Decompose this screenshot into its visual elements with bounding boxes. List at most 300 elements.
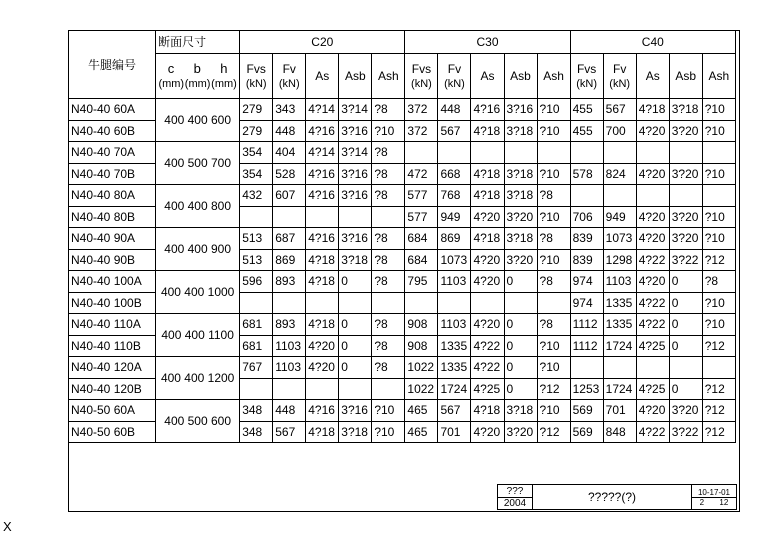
c40-fv-cell <box>603 185 636 207</box>
c20-ash-cell: ?8 <box>372 271 405 293</box>
subheader-label: As <box>480 69 495 83</box>
c30-ash-cell: ?12 <box>537 421 570 443</box>
c40-as-cell: 4?18 <box>636 99 669 121</box>
corbel-code: N40-40 60A <box>69 99 156 121</box>
c20-ash-cell: ?10 <box>372 421 405 443</box>
section-dimensions: 400 400 800 <box>156 185 240 228</box>
table-row <box>69 400 736 422</box>
c20-as-cell: 4?16 <box>306 400 339 422</box>
c40-fvs-cell: 455 <box>570 120 603 142</box>
c40-as-cell <box>636 185 669 207</box>
c20-asb-cell: 3?16 <box>339 163 372 185</box>
corbel-code: N40-40 120A <box>69 357 156 379</box>
c40-ash-cell: ?10 <box>702 99 735 121</box>
corbel-code: N40-40 100B <box>69 292 156 314</box>
c30-asb-cell <box>504 142 537 164</box>
c40-ash-cell: ?10 <box>702 120 735 142</box>
subheader-fv <box>273 54 306 99</box>
c20-asb-cell <box>339 378 372 400</box>
c20-asb-cell: 0 <box>339 271 372 293</box>
c40-as-cell: 4?20 <box>636 163 669 185</box>
subheader-asb <box>339 54 372 99</box>
c30-as-cell: 4?16 <box>471 99 504 121</box>
c20-ash-cell: ?8 <box>372 142 405 164</box>
c30-fv-cell: 1335 <box>438 335 471 357</box>
c40-as-cell: 4?25 <box>636 378 669 400</box>
c40-as-cell: 4?22 <box>636 249 669 271</box>
c20-fvs-cell: 279 <box>240 120 273 142</box>
c20-ash-cell <box>372 292 405 314</box>
corbel-table <box>68 30 736 443</box>
c30-fvs-cell: 908 <box>405 314 438 336</box>
c30-fv-cell <box>438 292 471 314</box>
c30-as-cell <box>471 142 504 164</box>
c20-fvs-cell: 513 <box>240 249 273 271</box>
c30-as-cell: 4?22 <box>471 335 504 357</box>
subheader-label: As <box>645 69 660 83</box>
c30-fvs-cell: 577 <box>405 206 438 228</box>
c40-asb-cell: 3?18 <box>669 99 702 121</box>
c20-asb-cell: 0 <box>339 357 372 379</box>
c40-asb-cell: 0 <box>669 314 702 336</box>
subheader-unit: (kN) <box>245 77 267 90</box>
subheader-label: Fvs <box>576 61 597 76</box>
c30-as-cell: 4?18 <box>471 400 504 422</box>
c20-asb-cell: 3?14 <box>339 142 372 164</box>
stray-mark: X <box>3 519 12 534</box>
section-dimensions: 400 500 600 <box>156 400 240 443</box>
c20-ash-cell: ?8 <box>372 357 405 379</box>
c40-fv-cell: 824 <box>603 163 636 185</box>
c40-asb-cell: 0 <box>669 271 702 293</box>
title-block-sheet-top: 10-17-01 <box>697 487 731 497</box>
c30-asb-cell: 0 <box>504 271 537 293</box>
c30-fv-cell: 1103 <box>438 314 471 336</box>
c20-fvs-cell: 354 <box>240 163 273 185</box>
c20-asb-cell: 3?16 <box>339 400 372 422</box>
c40-ash-cell: ?12 <box>702 378 735 400</box>
c20-as-cell: 4?18 <box>306 249 339 271</box>
c40-ash-cell <box>702 357 735 379</box>
subheader-as <box>471 54 504 99</box>
c20-fv-cell <box>273 292 306 314</box>
c20-as-cell: 4?16 <box>306 228 339 250</box>
c20-fvs-cell: 596 <box>240 271 273 293</box>
c30-asb-cell: 3?18 <box>504 400 537 422</box>
c20-fvs-cell: 348 <box>240 421 273 443</box>
subheader-label: Asb <box>675 69 697 83</box>
c30-asb-cell: 0 <box>504 357 537 379</box>
table-row <box>69 185 736 207</box>
c30-asb-cell: 0 <box>504 335 537 357</box>
c40-fv-cell: 1335 <box>603 314 636 336</box>
subheader-label: Asb <box>344 69 366 83</box>
subheader-ash <box>537 54 570 99</box>
subheader-ash <box>702 54 735 99</box>
section-dimensions: 400 500 700 <box>156 142 240 185</box>
c20-fvs-cell: 432 <box>240 185 273 207</box>
c40-fv-cell: 949 <box>603 206 636 228</box>
subheader-unit: (kN) <box>278 77 300 90</box>
c40-as-cell: 4?22 <box>636 292 669 314</box>
c40-fv-cell: 567 <box>603 99 636 121</box>
dim-letter-c: c <box>167 61 175 76</box>
c30-fv-cell: 1724 <box>438 378 471 400</box>
c20-asb-cell: 3?14 <box>339 99 372 121</box>
c20-as-cell: 4?18 <box>306 271 339 293</box>
c20-as-cell <box>306 292 339 314</box>
c20-ash-cell: ?8 <box>372 185 405 207</box>
corbel-code: N40-50 60A <box>69 400 156 422</box>
subheader-as <box>306 54 339 99</box>
c20-ash-cell: ?8 <box>372 228 405 250</box>
c20-fv-cell: 893 <box>273 271 306 293</box>
c30-as-cell: 4?20 <box>471 249 504 271</box>
c30-fvs-cell: 372 <box>405 120 438 142</box>
c30-asb-cell: 3?18 <box>504 228 537 250</box>
c20-asb-cell: 0 <box>339 335 372 357</box>
c20-fv-cell: 448 <box>273 400 306 422</box>
c40-fv-cell: 1724 <box>603 335 636 357</box>
dim-unit-h: (mm) <box>211 78 237 90</box>
c40-asb-cell: 3?22 <box>669 421 702 443</box>
c20-fvs-cell: 767 <box>240 357 273 379</box>
c20-ash-cell <box>372 378 405 400</box>
c30-asb-cell: 3?18 <box>504 185 537 207</box>
c40-ash-cell: ?10 <box>702 163 735 185</box>
c20-fvs-cell: 681 <box>240 314 273 336</box>
c40-asb-cell: 3?20 <box>669 163 702 185</box>
c40-as-cell: 4?20 <box>636 228 669 250</box>
c30-fv-cell: 1073 <box>438 249 471 271</box>
table-row <box>69 142 736 164</box>
c30-fvs-cell: 684 <box>405 228 438 250</box>
subheader-label: As <box>315 69 330 83</box>
c20-as-cell <box>306 206 339 228</box>
c30-fvs-cell <box>405 292 438 314</box>
subheader-fv <box>603 54 636 99</box>
c20-as-cell: 4?18 <box>306 421 339 443</box>
subheader-unit: (kN) <box>609 77 631 90</box>
c40-as-cell: 4?22 <box>636 314 669 336</box>
c40-asb-cell: 3?20 <box>669 228 702 250</box>
c20-as-cell: 4?14 <box>306 142 339 164</box>
c20-ash-cell: ?10 <box>372 400 405 422</box>
subheader-fvs <box>570 54 603 99</box>
c40-ash-cell: ?10 <box>702 314 735 336</box>
c30-as-cell: 4?25 <box>471 378 504 400</box>
dim-letter-b: b <box>193 61 201 76</box>
c40-fvs-cell: 569 <box>570 421 603 443</box>
dim-unit-b: (mm) <box>184 78 211 90</box>
c30-asb-cell: 3?18 <box>504 120 537 142</box>
section-header: 断面尺寸 <box>156 31 240 54</box>
section-dimensions: 400 400 1000 <box>156 271 240 314</box>
corbel-code: N40-40 80B <box>69 206 156 228</box>
c20-fv-cell: 567 <box>273 421 306 443</box>
c20-ash-cell: ?8 <box>372 314 405 336</box>
c30-fvs-cell <box>405 142 438 164</box>
table-row <box>69 271 736 293</box>
c30-ash-cell <box>537 142 570 164</box>
c40-fvs-cell <box>570 357 603 379</box>
c40-asb-cell: 3?22 <box>669 249 702 271</box>
c40-as-cell: 4?20 <box>636 271 669 293</box>
c30-as-cell: 4?20 <box>471 206 504 228</box>
c30-fvs-cell: 372 <box>405 99 438 121</box>
c20-as-cell: 4?16 <box>306 185 339 207</box>
c40-asb-cell <box>669 185 702 207</box>
c20-asb-cell: 3?16 <box>339 228 372 250</box>
c30-ash-cell: ?10 <box>537 163 570 185</box>
c40-fvs-cell: 1253 <box>570 378 603 400</box>
subheader-fv <box>438 54 471 99</box>
c20-as-cell: 4?14 <box>306 99 339 121</box>
dim-unit-c: (mm) <box>158 78 185 90</box>
c30-ash-cell: ?10 <box>537 335 570 357</box>
code-header: 牛腿编号 <box>69 31 156 99</box>
c30-as-cell: 4?20 <box>471 271 504 293</box>
c20-fv-cell: 607 <box>273 185 306 207</box>
c20-asb-cell: 0 <box>339 314 372 336</box>
c40-as-cell <box>636 357 669 379</box>
subheader-unit: (kN) <box>411 77 432 90</box>
c40-ash-cell: ?12 <box>702 249 735 271</box>
c40-fvs-cell: 839 <box>570 228 603 250</box>
c20-asb-cell: 3?18 <box>339 249 372 271</box>
c20-ash-cell <box>372 206 405 228</box>
c20-fv-cell: 1103 <box>273 335 306 357</box>
c30-ash-cell: ?8 <box>537 228 570 250</box>
c20-fv-cell: 893 <box>273 314 306 336</box>
corbel-code: N40-40 110B <box>69 335 156 357</box>
subheader-label: Fvs <box>246 61 266 76</box>
c30-fvs-cell: 1022 <box>405 357 438 379</box>
c30-fv-cell: 567 <box>438 120 471 142</box>
c30-ash-cell <box>537 292 570 314</box>
c40-fv-cell: 1335 <box>603 292 636 314</box>
c40-fvs-cell: 1112 <box>570 314 603 336</box>
c40-as-cell: 4?25 <box>636 335 669 357</box>
c30-ash-cell: ?10 <box>537 99 570 121</box>
c40-fv-cell: 700 <box>603 120 636 142</box>
c20-ash-cell: ?10 <box>372 120 405 142</box>
c30-ash-cell: ?10 <box>537 249 570 271</box>
subheader-as <box>636 54 669 99</box>
subheader-label: Fv <box>282 61 296 76</box>
c40-fv-cell: 1073 <box>603 228 636 250</box>
c30-as-cell: 4?22 <box>471 357 504 379</box>
grade-c30-header: C30 <box>405 31 570 54</box>
c20-asb-cell: 3?18 <box>339 421 372 443</box>
subheader-asb <box>669 54 702 99</box>
c40-ash-cell: ?8 <box>702 271 735 293</box>
c40-ash-cell: ?10 <box>702 228 735 250</box>
subheader-label: Ash <box>708 69 730 83</box>
c40-asb-cell: 0 <box>669 335 702 357</box>
c30-ash-cell: ?12 <box>537 378 570 400</box>
c20-as-cell: 4?20 <box>306 335 339 357</box>
section-dimensions: 400 400 1100 <box>156 314 240 357</box>
c40-fv-cell <box>603 142 636 164</box>
c40-fvs-cell: 578 <box>570 163 603 185</box>
dim-letter-h: h <box>220 61 228 76</box>
c40-ash-cell: ?10 <box>702 292 735 314</box>
c40-fvs-cell <box>570 142 603 164</box>
c40-ash-cell: ?12 <box>702 421 735 443</box>
c20-fvs-cell <box>240 378 273 400</box>
c30-asb-cell <box>504 292 537 314</box>
c30-as-cell: 4?18 <box>471 228 504 250</box>
c20-fv-cell: 404 <box>273 142 306 164</box>
dimension-header <box>156 54 240 99</box>
subheader-label: Fv <box>447 61 462 76</box>
c40-asb-cell <box>669 357 702 379</box>
corbel-code: N40-40 70B <box>69 163 156 185</box>
corbel-code: N40-40 80A <box>69 185 156 207</box>
c20-ash-cell: ?8 <box>372 163 405 185</box>
c20-ash-cell: ?8 <box>372 249 405 271</box>
c30-ash-cell: ?10 <box>537 206 570 228</box>
c30-fv-cell: 869 <box>438 228 471 250</box>
c30-fv-cell: 567 <box>438 400 471 422</box>
c20-asb-cell <box>339 292 372 314</box>
c30-fv-cell: 448 <box>438 99 471 121</box>
c40-asb-cell: 0 <box>669 292 702 314</box>
c30-ash-cell: ?10 <box>537 120 570 142</box>
c30-asb-cell: 0 <box>504 314 537 336</box>
c20-fv-cell: 869 <box>273 249 306 271</box>
c20-fv-cell: 343 <box>273 99 306 121</box>
c30-asb-cell: 3?20 <box>504 421 537 443</box>
c40-ash-cell <box>702 185 735 207</box>
section-dimensions: 400 400 600 <box>156 99 240 142</box>
c40-fvs-cell: 1112 <box>570 335 603 357</box>
subheader-label: Ash <box>543 69 564 83</box>
c20-fv-cell <box>273 206 306 228</box>
c40-fvs-cell: 569 <box>570 400 603 422</box>
title-block-code-top: ??? <box>506 485 524 497</box>
c40-asb-cell: 3?20 <box>669 400 702 422</box>
c20-fvs-cell <box>240 206 273 228</box>
corbel-code: N40-40 70A <box>69 142 156 164</box>
c30-as-cell: 4?18 <box>471 120 504 142</box>
section-dimensions: 400 400 1200 <box>156 357 240 400</box>
c40-as-cell: 4?22 <box>636 421 669 443</box>
grade-c20-header: C20 <box>240 31 405 54</box>
c40-fvs-cell: 974 <box>570 292 603 314</box>
c40-fv-cell: 701 <box>603 400 636 422</box>
title-block-code <box>498 485 533 510</box>
c30-fvs-cell: 465 <box>405 421 438 443</box>
title-block-sheet <box>692 485 737 510</box>
c30-as-cell: 4?20 <box>471 314 504 336</box>
corbel-code: N40-40 120B <box>69 378 156 400</box>
c30-asb-cell: 0 <box>504 378 537 400</box>
table-row <box>69 357 736 379</box>
c20-as-cell <box>306 378 339 400</box>
corbel-code: N40-40 90A <box>69 228 156 250</box>
c40-asb-cell: 3?20 <box>669 120 702 142</box>
c20-fvs-cell: 513 <box>240 228 273 250</box>
c40-ash-cell <box>702 142 735 164</box>
title-block-title: ?????(?) <box>533 485 692 510</box>
c30-fvs-cell: 684 <box>405 249 438 271</box>
c30-fv-cell <box>438 142 471 164</box>
c20-fv-cell: 528 <box>273 163 306 185</box>
c40-as-cell <box>636 142 669 164</box>
c20-ash-cell: ?8 <box>372 335 405 357</box>
c30-fvs-cell: 472 <box>405 163 438 185</box>
c20-fvs-cell: 279 <box>240 99 273 121</box>
c40-asb-cell <box>669 142 702 164</box>
c20-as-cell: 4?18 <box>306 314 339 336</box>
c20-fv-cell <box>273 378 306 400</box>
c30-fv-cell: 1103 <box>438 271 471 293</box>
corbel-code: N40-40 110A <box>69 314 156 336</box>
subheader-fvs <box>240 54 273 99</box>
c30-asb-cell: 3?20 <box>504 249 537 271</box>
subheader-label: Fvs <box>411 61 432 76</box>
c30-fv-cell: 701 <box>438 421 471 443</box>
c40-as-cell: 4?20 <box>636 206 669 228</box>
c40-fvs-cell: 839 <box>570 249 603 271</box>
c40-fv-cell: 1298 <box>603 249 636 271</box>
c30-fvs-cell: 908 <box>405 335 438 357</box>
corbel-code: N40-40 60B <box>69 120 156 142</box>
c20-as-cell: 4?16 <box>306 120 339 142</box>
section-dimensions: 400 400 900 <box>156 228 240 271</box>
c40-fvs-cell: 974 <box>570 271 603 293</box>
table-row <box>69 228 736 250</box>
c20-asb-cell <box>339 206 372 228</box>
c30-ash-cell: ?8 <box>537 271 570 293</box>
c30-fv-cell: 1335 <box>438 357 471 379</box>
subheader-unit: (kN) <box>444 77 465 90</box>
subheader-fvs <box>405 54 438 99</box>
subheader-label: Fv <box>613 61 627 76</box>
c20-fvs-cell: 354 <box>240 142 273 164</box>
title-block-sheet-right: 12 <box>719 497 729 507</box>
c30-as-cell: 4?20 <box>471 421 504 443</box>
corbel-code: N40-40 90B <box>69 249 156 271</box>
table-row <box>69 99 736 121</box>
c30-ash-cell: ?8 <box>537 314 570 336</box>
c40-fv-cell <box>603 357 636 379</box>
c40-fvs-cell: 706 <box>570 206 603 228</box>
corbel-code: N40-50 60B <box>69 421 156 443</box>
subheader-label: Ash <box>378 69 399 83</box>
c20-fv-cell: 687 <box>273 228 306 250</box>
c20-fvs-cell <box>240 292 273 314</box>
c40-asb-cell: 0 <box>669 378 702 400</box>
subheader-ash <box>372 54 405 99</box>
c30-as-cell: 4?18 <box>471 185 504 207</box>
subheader-asb <box>504 54 537 99</box>
c20-asb-cell: 3?16 <box>339 185 372 207</box>
title-block <box>497 484 737 510</box>
c20-asb-cell: 3?16 <box>339 120 372 142</box>
c30-ash-cell: ?10 <box>537 400 570 422</box>
c40-fvs-cell: 455 <box>570 99 603 121</box>
c30-ash-cell: ?8 <box>537 185 570 207</box>
c30-fvs-cell: 1022 <box>405 378 438 400</box>
c40-ash-cell: ?12 <box>702 335 735 357</box>
c30-asb-cell: 3?18 <box>504 163 537 185</box>
c30-ash-cell: ?10 <box>537 357 570 379</box>
c20-fvs-cell: 348 <box>240 400 273 422</box>
c20-fv-cell: 448 <box>273 120 306 142</box>
